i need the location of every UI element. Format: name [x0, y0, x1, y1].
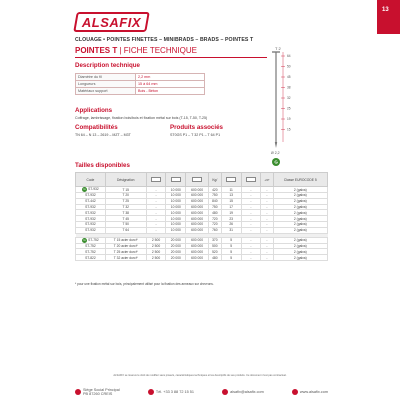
cell-code: ST-932 — [76, 227, 106, 233]
cell-c3: 2 500 — [146, 237, 166, 243]
cell-kg: 500 — [208, 243, 221, 249]
cell-kg: 750 — [208, 204, 221, 210]
applications-text: Coffrage, lambrissage, fixation bois/bois et fixation métal sur bois (T-15, T-50, T-25) — [75, 116, 208, 120]
cell-c4: 20 000 — [166, 255, 186, 261]
cell-c5: 600 000 — [186, 237, 209, 243]
size-row — [76, 255, 328, 261]
col-eurocode: Classe EUROCODE 5 — [273, 173, 327, 187]
nail-icon — [226, 177, 236, 182]
cell-code: ST-752 — [76, 249, 106, 255]
col-box-icon — [166, 173, 186, 187]
cell-des: T 38 — [105, 210, 146, 216]
cell-c8: - — [241, 243, 261, 249]
description-table — [75, 73, 205, 95]
cell-kg: 720 — [208, 216, 221, 222]
length-scale — [281, 54, 291, 132]
col-nail-icon — [221, 173, 241, 187]
cell-c8: - — [241, 221, 261, 227]
sizes-header-row — [76, 173, 328, 187]
products-text: ST0GS P1 – T 32 P1 – T 64 P1 — [170, 133, 221, 137]
cell-cl: 2 (galva) — [273, 216, 327, 222]
location-icon — [75, 389, 81, 395]
cell-c4: 20 000 — [166, 243, 186, 249]
cell-cl: 2 (galva) — [273, 249, 327, 255]
cell-c5: 600 000 — [186, 193, 209, 199]
footer-phone: Tél. +33 3 88 72 15 51 — [148, 389, 194, 395]
legal-notice: ALSAFIX se réserve le droit de modifier sans préavis, caractéristiques techniques et les descriptifs de ses produits. Ce document n'est pas contractuel. — [113, 374, 287, 377]
cell-c4: 10 000 — [166, 193, 186, 199]
cell-c4: 10 000 — [166, 221, 186, 227]
cell-c4: 10 000 — [166, 204, 186, 210]
cell-c9: - — [261, 255, 273, 261]
cell-des: T 20 — [105, 193, 146, 199]
cell-c9: - — [261, 221, 273, 227]
cell-code: ST-932 — [76, 216, 106, 222]
cell-cl: 2 (galva) — [273, 243, 327, 249]
cell-c5: 600 000 — [186, 227, 209, 233]
category-line: CLOUAGE • POINTES FINETTES – MINIBRADS – BRADS – POINTES T — [75, 37, 254, 43]
diagram-head-label: T 2 — [275, 46, 281, 51]
description-row: Matériaux support Bois - Béton — [76, 88, 205, 95]
box-icon — [171, 177, 181, 182]
cell-c5: 600 000 — [186, 221, 209, 227]
length-label: 50 — [287, 64, 291, 69]
cell-kg: 720 — [208, 221, 221, 227]
footer-email[interactable]: alsafix@alsafix.com — [222, 389, 264, 395]
applications-heading: Applications — [75, 107, 113, 114]
cell-c3: - — [146, 221, 166, 227]
cell-c7: 5 — [221, 243, 241, 249]
col-designation: Désignation — [105, 173, 146, 187]
cell-c3: - — [146, 198, 166, 204]
cell-des: T 20 acier durci* — [105, 243, 146, 249]
cell-c3: - — [146, 227, 166, 233]
compat-text: TN 64 – N 13 – 2619 – MZT – M3T — [75, 133, 131, 137]
cell-c7: 5 — [221, 249, 241, 255]
cell-code: ST-932 — [76, 221, 106, 227]
cell-cl: 2 (galva) — [273, 187, 327, 193]
cell-cl: 2 (galva) — [273, 210, 327, 216]
cell-c9: - — [261, 204, 273, 210]
cell-code: ST-932 — [76, 210, 106, 216]
cell-c4: 10 000 — [166, 216, 186, 222]
cell-des: T 50 — [105, 221, 146, 227]
col-pallet-icon — [186, 173, 209, 187]
cell-c5: 600 000 — [186, 204, 209, 210]
cell-cl: 2 (galva) — [273, 204, 327, 210]
cell-c5: 600 000 — [186, 249, 209, 255]
cell-c5: 600 000 — [186, 198, 209, 204]
cell-c8: - — [241, 210, 261, 216]
cell-c5: 600 000 — [186, 216, 209, 222]
cell-cl: 2 (galva) — [273, 193, 327, 199]
col-code: Code — [76, 173, 106, 187]
description-row: Diamètre du fil 2,2 mm — [76, 74, 205, 81]
cell-kg: 480 — [208, 255, 221, 261]
cell-c7: 5 — [221, 255, 241, 261]
cell-c9: - — [261, 198, 273, 204]
cell-c7: 26 — [221, 221, 241, 227]
cell-kg: 480 — [208, 210, 221, 216]
cell-kg: 750 — [208, 193, 221, 199]
cell-c3: - — [146, 187, 166, 193]
alsafix-logo — [73, 12, 150, 32]
length-label: 15 — [287, 127, 291, 132]
cell-c8: - — [241, 204, 261, 210]
galva-mark: G — [83, 187, 86, 191]
page-header — [0, 0, 400, 52]
footer-address: Siège Social Principal PB 87260 CREIS — [75, 388, 120, 397]
cell-c8: - — [241, 193, 261, 199]
col-kg: Kg/ — [208, 173, 221, 187]
cell-c5: 600 000 — [186, 210, 209, 216]
galva-mark: G — [83, 237, 86, 242]
cell-c7: 11 — [221, 187, 241, 193]
galva-badge-letter: G — [274, 159, 278, 165]
nail-strip-icon — [151, 177, 161, 182]
diagram-diameter-label: Ø 2,2 — [271, 151, 280, 155]
cell-kg: 370 — [208, 237, 221, 243]
cell-c3: 2 500 — [146, 255, 166, 261]
cell-code: G ST-932 — [76, 187, 106, 193]
length-label: 25 — [287, 106, 291, 111]
cell-c5: 600 000 — [186, 187, 209, 193]
cell-cl: 2 (galva) — [273, 237, 327, 243]
cell-c3: - — [146, 210, 166, 216]
cell-des: T 32 acier durci* — [105, 255, 146, 261]
cell-c4: 10 000 — [166, 198, 186, 204]
cell-kg: 840 — [208, 198, 221, 204]
cell-c7: 15 — [221, 198, 241, 204]
cell-c3: 2 500 — [146, 243, 166, 249]
cell-cl: 2 (galva) — [273, 227, 327, 233]
description-heading: Description technique — [75, 62, 140, 69]
cell-c5: 600 000 — [186, 243, 209, 249]
pallet-icon — [192, 177, 202, 182]
description-row: Longueurs 15 à 64 mm — [76, 81, 205, 88]
cell-c3: 2 500 — [146, 249, 166, 255]
cell-cl: 2 (galva) — [273, 221, 327, 227]
cell-c3: - — [146, 193, 166, 199]
cell-des: T 25 — [105, 198, 146, 204]
nail-diagram — [262, 42, 306, 172]
cell-c7: 23 — [221, 216, 241, 222]
cell-des: T 15 acier durci* — [105, 237, 146, 243]
cell-kg: 420 — [208, 187, 221, 193]
col-angle: -20° — [261, 173, 273, 187]
cell-code: G ST-752 — [76, 237, 106, 243]
cell-c7: 5 — [221, 237, 241, 243]
length-label: 45 — [287, 75, 291, 80]
cell-c5: 600 000 — [186, 255, 209, 261]
cell-c8: - — [241, 187, 261, 193]
cell-c4: 10 000 — [166, 227, 186, 233]
products-heading: Produits associés — [170, 124, 223, 131]
cell-code: ST-752 — [76, 243, 106, 249]
footer-bar — [75, 386, 328, 398]
logo-text: ALSAFIX — [81, 14, 142, 30]
cell-c7: 31 — [221, 227, 241, 233]
cell-cl: 2 (galva) — [273, 255, 327, 261]
web-icon — [292, 389, 298, 395]
cell-c3: - — [146, 204, 166, 210]
cell-c8: - — [241, 216, 261, 222]
cell-kg: 760 — [208, 227, 221, 233]
cell-c8: - — [241, 255, 261, 261]
page-title: POINTES T | FICHE TECHNIQUE — [75, 46, 197, 55]
cell-code: ST-442 — [76, 198, 106, 204]
cell-c8: - — [241, 249, 261, 255]
cell-c4: 20 000 — [166, 249, 186, 255]
cell-c4: 10 000 — [166, 187, 186, 193]
phone-icon — [148, 389, 154, 395]
cell-des: T 45 — [105, 216, 146, 222]
title-divider — [75, 57, 267, 58]
cell-c8: - — [241, 237, 261, 243]
cell-c8: - — [241, 198, 261, 204]
length-label: 32 — [287, 96, 291, 101]
cell-c9: - — [261, 187, 273, 193]
cell-des: T 32 — [105, 204, 146, 210]
cell-c7: 19 — [221, 210, 241, 216]
cell-code: ST-932 — [76, 193, 106, 199]
angle-icon — [246, 177, 256, 182]
email-icon — [222, 389, 228, 395]
sizes-heading: Tailles disponibles — [75, 162, 130, 169]
cell-c9: - — [261, 243, 273, 249]
cell-c3: - — [146, 216, 166, 222]
compat-heading: Compatibilités — [75, 124, 118, 131]
cell-c8: - — [241, 227, 261, 233]
length-label: 64 — [287, 54, 291, 59]
length-label: 38 — [287, 85, 291, 90]
cell-c9: - — [261, 249, 273, 255]
footer-web[interactable]: www.alsafix.com — [292, 389, 328, 395]
footnote: * pour une fixation métal sur bois, principalement utilisé pour la fixation des anneaux sur chevrons. — [75, 282, 214, 286]
cell-des: T 25 acier durci* — [105, 249, 146, 255]
cell-des: T 15 — [105, 187, 146, 193]
cell-c7: 17 — [221, 204, 241, 210]
length-label: 19 — [287, 117, 291, 122]
page-tab — [377, 0, 400, 34]
page-tab-number: 13 — [382, 7, 389, 13]
col-strip-icon — [146, 173, 166, 187]
cell-c9: - — [261, 237, 273, 243]
cell-cl: 2 (galva) — [273, 198, 327, 204]
cell-code: ST-932 — [76, 204, 106, 210]
cell-code: ST-822 — [76, 255, 106, 261]
cell-c9: - — [261, 193, 273, 199]
cell-c9: - — [261, 216, 273, 222]
nail-tip — [275, 142, 277, 148]
sizes-table — [75, 172, 328, 261]
cell-c4: 20 000 — [166, 237, 186, 243]
cell-c9: - — [261, 210, 273, 216]
col-angle-icon — [241, 173, 261, 187]
cell-des: T 64 — [105, 227, 146, 233]
cell-kg: 520 — [208, 249, 221, 255]
cell-c7: 13 — [221, 193, 241, 199]
cell-c4: 10 000 — [166, 210, 186, 216]
cell-c9: - — [261, 227, 273, 233]
